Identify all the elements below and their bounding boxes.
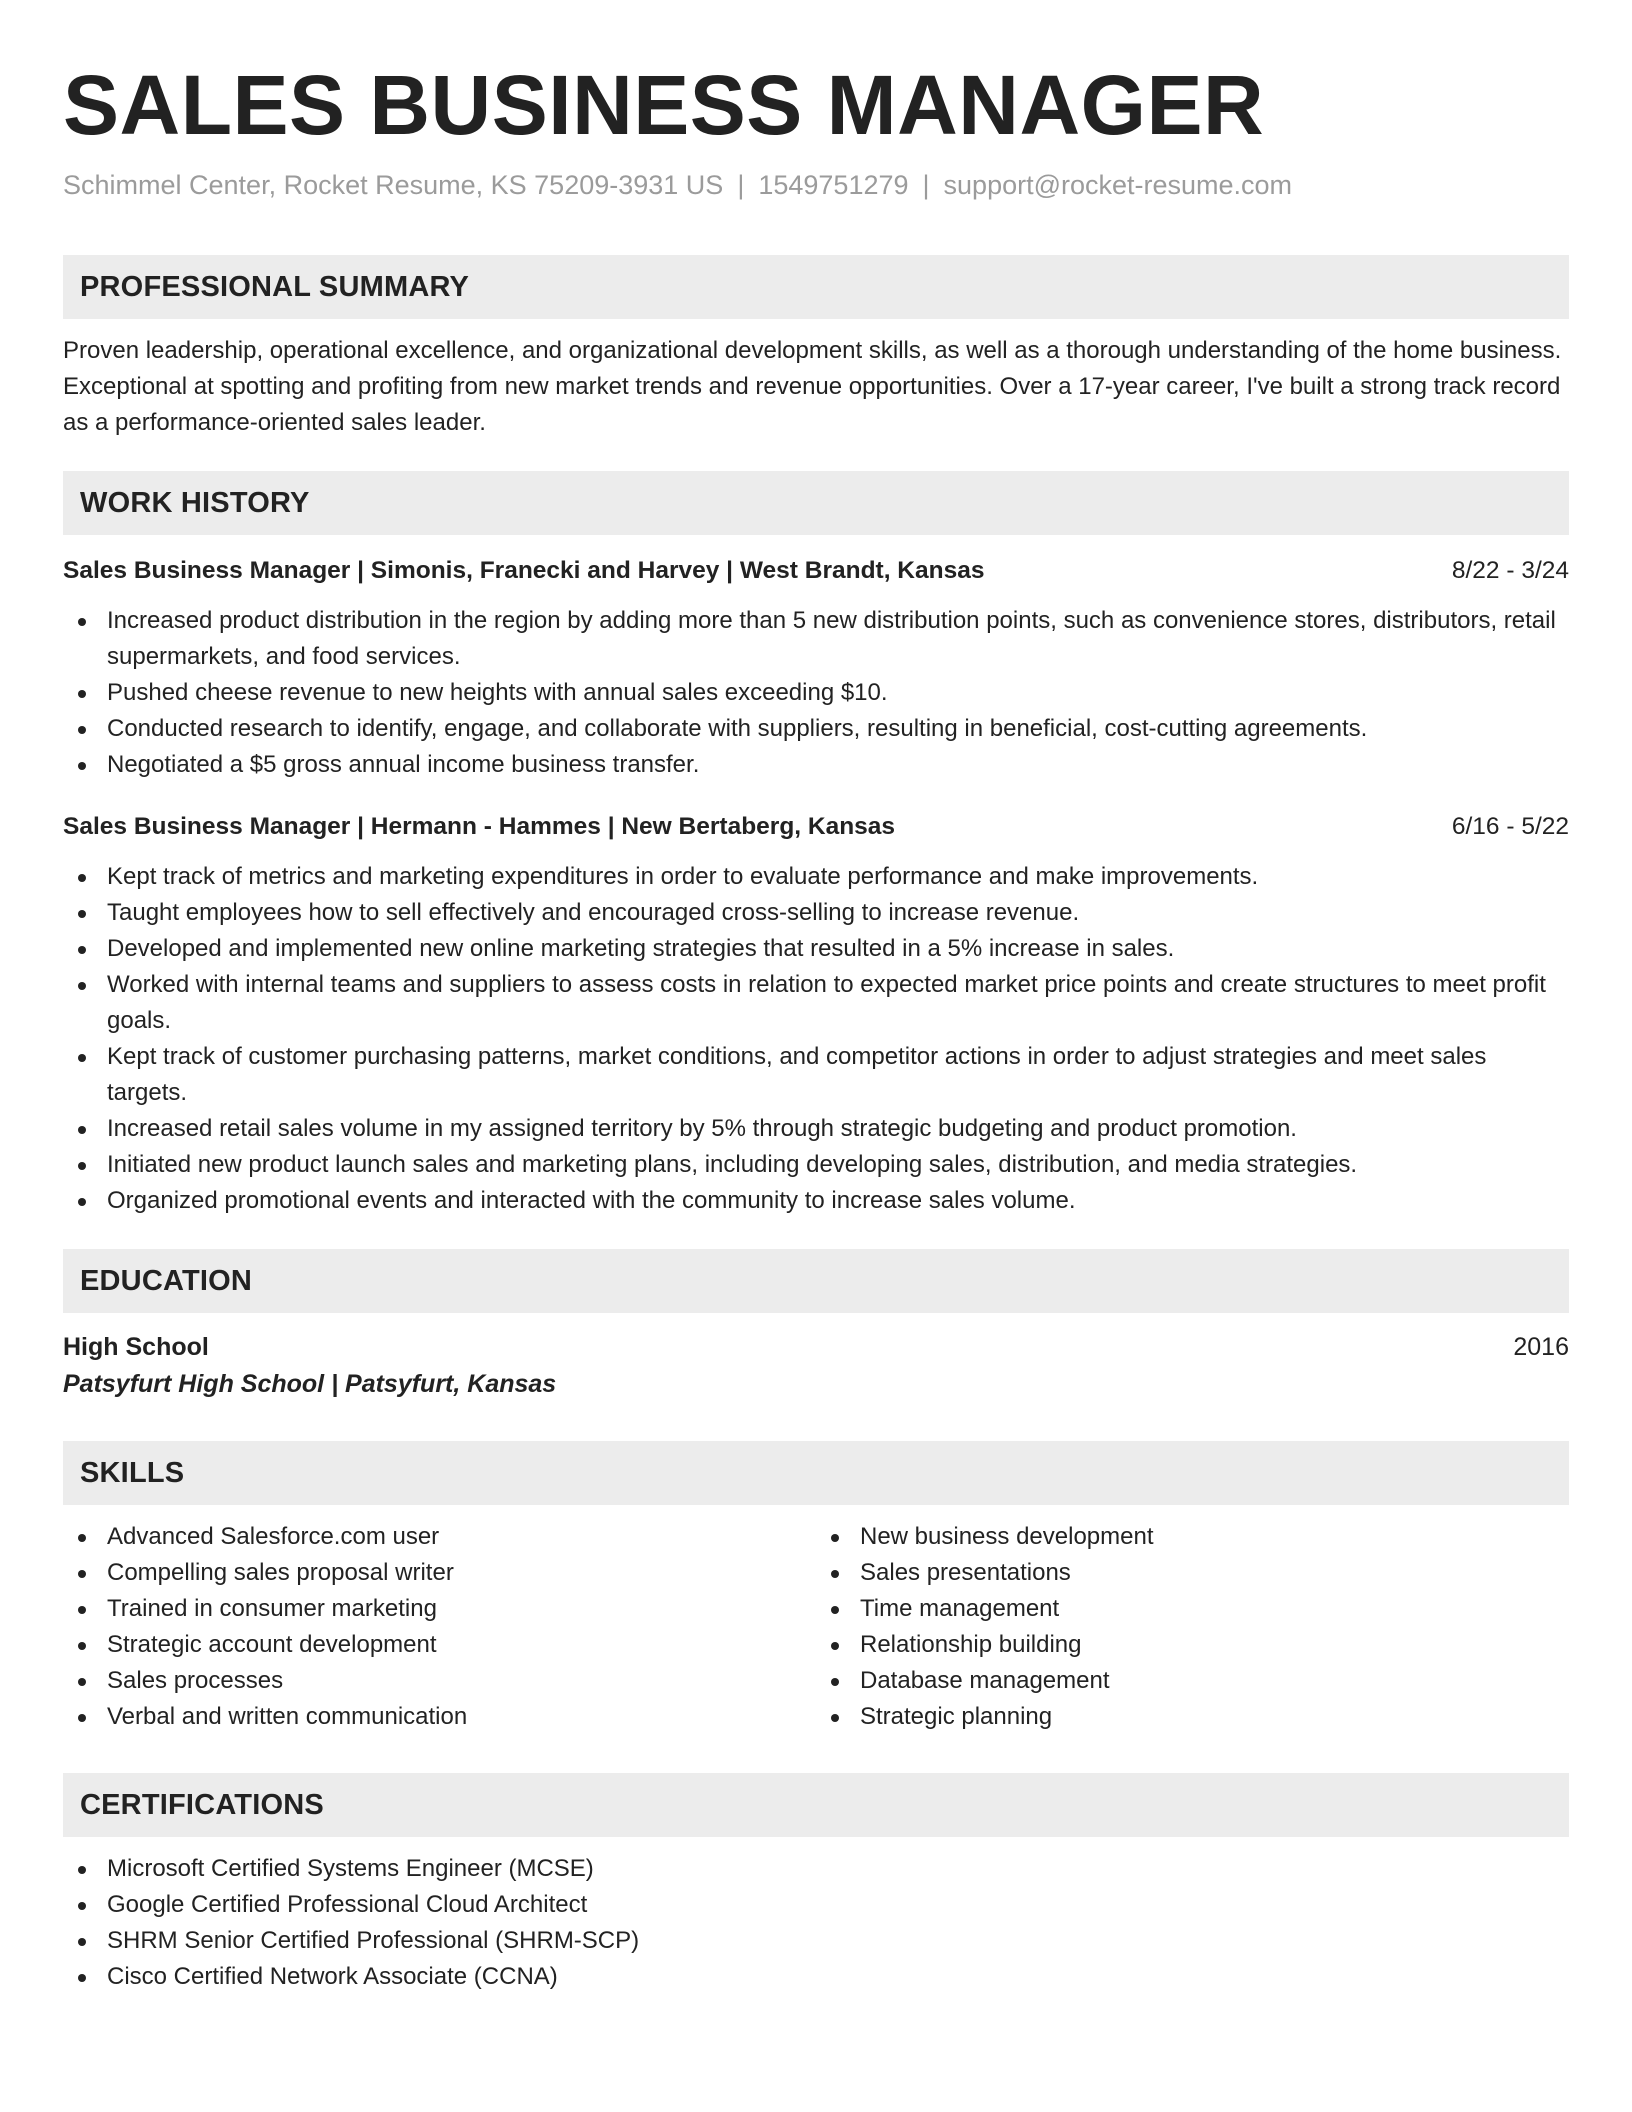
job-title: Sales Business Manager | Hermann - Hammes | New Bertaberg, Kansas <box>63 813 896 840</box>
bullet-icon <box>78 762 86 770</box>
contact-address: Schimmel Center, Rocket Resume, KS 75209-3931 US <box>63 170 724 200</box>
list-item <box>63 1923 1569 1959</box>
bullet-icon <box>78 1534 86 1542</box>
skill-text: Advanced Salesforce.com user <box>107 1523 440 1550</box>
bullet-icon <box>78 1198 86 1206</box>
list-item <box>63 1627 816 1663</box>
list-item-text: Taught employees how to sell effectively and encouraged cross-selling to increase revenue. <box>107 899 1080 926</box>
list-item <box>63 1183 1569 1219</box>
bullet-icon <box>78 1938 86 1946</box>
skills-column-left <box>63 1519 816 1735</box>
bullet-icon <box>831 1714 839 1722</box>
list-item-text: Developed and implemented new online marketing strategies that resulted in a 5% increase in sales. <box>107 935 1175 962</box>
bullet-icon <box>831 1570 839 1578</box>
section-header-certifications: CERTIFICATIONS <box>63 1773 1569 1837</box>
bullet-icon <box>831 1534 839 1542</box>
bullet-icon <box>78 1162 86 1170</box>
bullet-icon <box>78 1902 86 1910</box>
list-item <box>63 1699 816 1735</box>
bullet-icon <box>78 726 86 734</box>
bullet-icon <box>831 1606 839 1614</box>
job-header <box>63 809 1569 845</box>
skill-text: Relationship building <box>860 1631 1082 1658</box>
list-item <box>816 1519 1569 1555</box>
list-item <box>63 675 1569 711</box>
skills-grid <box>63 1519 1569 1735</box>
skill-text: Trained in consumer marketing <box>107 1595 437 1622</box>
list-item <box>816 1627 1569 1663</box>
section-header-summary: PROFESSIONAL SUMMARY <box>63 255 1569 319</box>
contact-line <box>63 167 1569 203</box>
list-item <box>816 1591 1569 1627</box>
bullet-icon <box>831 1642 839 1650</box>
certifications-list <box>63 1851 1569 1995</box>
list-item <box>63 603 1569 675</box>
list-item-text: Increased product distribution in the region by adding more than 5 new distribution points, such as convenience stores, distributors, retail supermarkets, and food services. <box>107 607 1556 670</box>
education-header <box>63 1329 1569 1365</box>
bullet-icon <box>78 1678 86 1686</box>
job-dates: 6/16 - 5/22 <box>1451 813 1569 840</box>
list-item-text: Negotiated a $5 gross annual income business transfer. <box>107 751 700 778</box>
education-year: 2016 <box>1513 1333 1569 1361</box>
list-item <box>63 1887 1569 1923</box>
list-item <box>63 859 1569 895</box>
skills-list-right <box>816 1519 1569 1735</box>
job-bullets <box>63 859 1569 1219</box>
list-item <box>63 1959 1569 1995</box>
bullet-icon <box>78 1606 86 1614</box>
skill-text: Sales processes <box>107 1667 284 1694</box>
job-entry <box>63 809 1569 1219</box>
bullet-icon <box>78 1126 86 1134</box>
list-item <box>63 967 1569 1039</box>
job-entry <box>63 553 1569 783</box>
list-item <box>816 1555 1569 1591</box>
bullet-icon <box>78 1642 86 1650</box>
list-item <box>63 711 1569 747</box>
skill-text: Strategic account development <box>107 1631 437 1658</box>
bullet-icon <box>78 1714 86 1722</box>
list-item <box>816 1699 1569 1735</box>
bullet-icon <box>831 1678 839 1686</box>
list-item <box>63 1555 816 1591</box>
skills-list-left <box>63 1519 816 1735</box>
list-item-text: Increased retail sales volume in my assigned territory by 5% through strategic budgeting and product promotion. <box>107 1115 1297 1142</box>
contact-email: support@rocket-resume.com <box>943 170 1293 200</box>
certification-text: SHRM Senior Certified Professional (SHRM-SCP) <box>107 1927 640 1954</box>
list-item <box>63 1147 1569 1183</box>
list-item <box>63 1591 816 1627</box>
certification-text: Cisco Certified Network Associate (CCNA) <box>107 1963 558 1990</box>
skill-text: Database management <box>860 1667 1110 1694</box>
skill-text: Sales presentations <box>860 1559 1071 1586</box>
certification-text: Microsoft Certified Systems Engineer (MCSE) <box>107 1855 594 1882</box>
job-title: Sales Business Manager | Simonis, Franecki and Harvey | West Brandt, Kansas <box>63 557 985 584</box>
skill-text: Strategic planning <box>860 1703 1053 1730</box>
list-item-text: Pushed cheese revenue to new heights with annual sales exceeding $10. <box>107 679 888 706</box>
bullet-icon <box>78 690 86 698</box>
list-item <box>63 1519 816 1555</box>
list-item-text: Kept track of customer purchasing patterns, market conditions, and competitor actions in order to adjust strategies and meet sales targets. <box>107 1043 1487 1106</box>
skill-text: Time management <box>860 1595 1060 1622</box>
skills-column-right <box>816 1519 1569 1735</box>
section-header-education: EDUCATION <box>63 1249 1569 1313</box>
education-school: Patsyfurt High School | Patsyfurt, Kansas <box>63 1370 557 1398</box>
education-entry <box>63 1329 1569 1403</box>
list-item <box>63 1851 1569 1887</box>
list-item-text: Worked with internal teams and suppliers to assess costs in relation to expected market price points and create structures to meet profit goals. <box>107 971 1546 1034</box>
bullet-icon <box>78 1866 86 1874</box>
list-item <box>63 931 1569 967</box>
skill-text: New business development <box>860 1523 1154 1550</box>
contact-phone: 1549751279 <box>758 170 909 200</box>
section-header-work-history: WORK HISTORY <box>63 471 1569 535</box>
contact-separator: | <box>922 170 930 200</box>
certification-text: Google Certified Professional Cloud Architect <box>107 1891 588 1918</box>
section-header-skills: SKILLS <box>63 1441 1569 1505</box>
bullet-icon <box>78 1054 86 1062</box>
list-item-text: Organized promotional events and interacted with the community to increase sales volume. <box>107 1187 1076 1214</box>
bullet-icon <box>78 618 86 626</box>
skill-text: Verbal and written communication <box>107 1703 468 1730</box>
bullet-icon <box>78 982 86 990</box>
list-item <box>63 895 1569 931</box>
bullet-icon <box>78 874 86 882</box>
job-bullets <box>63 603 1569 783</box>
summary-text: Proven leadership, operational excellence, and organizational development skills, as well as a thorough understanding of the home business. Exceptional at spotting and profiting from new market trends and revenue opportunities. Over a 17-year career, I've built a strong track record as a performance-oriented sales leader. <box>63 337 1562 436</box>
job-dates: 8/22 - 3/24 <box>1451 557 1569 584</box>
bullet-icon <box>78 910 86 918</box>
list-item <box>63 1111 1569 1147</box>
job-header <box>63 553 1569 589</box>
contact-separator: | <box>737 170 745 200</box>
bullet-icon <box>78 1974 86 1982</box>
list-item <box>63 1039 1569 1111</box>
list-item <box>816 1663 1569 1699</box>
list-item-text: Kept track of metrics and marketing expenditures in order to evaluate performance and make improvements. <box>107 863 1259 890</box>
bullet-icon <box>78 1570 86 1578</box>
list-item-text: Conducted research to identify, engage, and collaborate with suppliers, resulting in beneficial, cost-cutting agreements. <box>107 715 1368 742</box>
education-degree: High School <box>63 1333 209 1361</box>
bullet-icon <box>78 946 86 954</box>
skill-text: Compelling sales proposal writer <box>107 1559 454 1586</box>
list-item <box>63 747 1569 783</box>
list-item-text: Initiated new product launch sales and marketing plans, including developing sales, distribution, and media strategies. <box>107 1151 1358 1178</box>
list-item <box>63 1663 816 1699</box>
resume-name: SALES BUSINESS MANAGER <box>63 58 1265 152</box>
